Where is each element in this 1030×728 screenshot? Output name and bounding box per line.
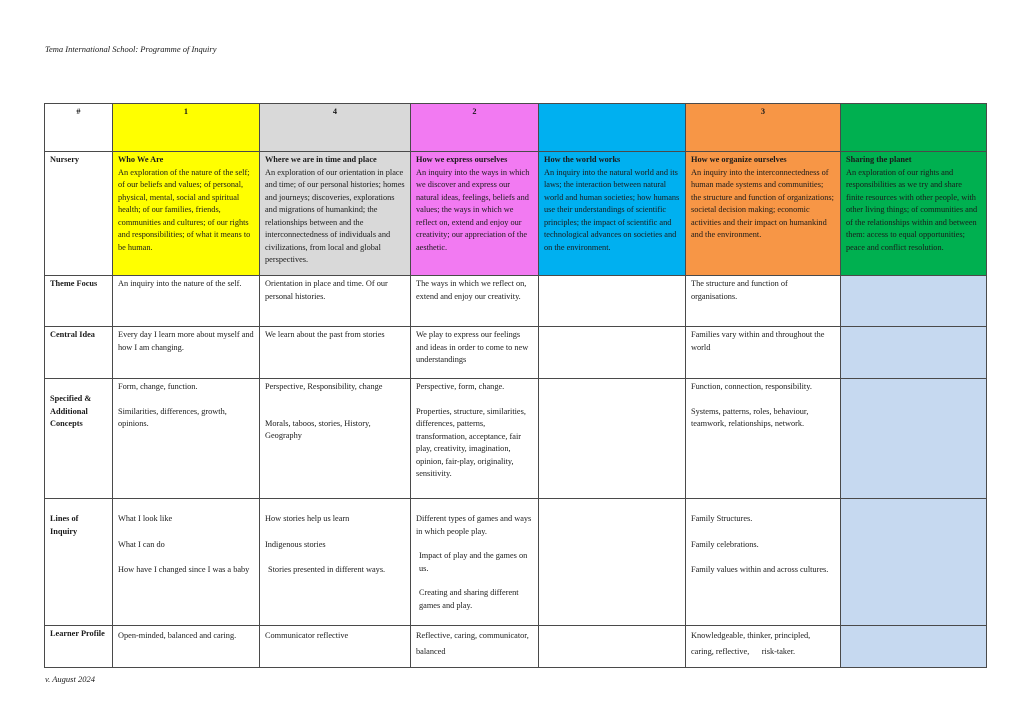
line-of-inquiry: What I can do	[118, 539, 165, 549]
col-number-1: 1	[113, 104, 260, 152]
theme-description: An inquiry into the interconnectedness of human made systems and communities; the structure and function of organizations; societal decision making; economic activities and their impact on humankind and the environment.	[691, 167, 834, 239]
concepts-key: Form, change, function.	[118, 382, 198, 391]
programme-of-inquiry-table	[44, 103, 987, 668]
lines-cell	[411, 499, 539, 626]
concepts-cell	[113, 379, 260, 499]
theme-description: An exploration of our orientation in place and time; of our personal histories; homes and journeys; discoveries, explorations and migrations of humankind; the relationships between and the interconnectedness of individuals and civilizations, from local and global perspectives.	[265, 167, 405, 264]
lines-cell-empty	[539, 499, 686, 626]
empty-cell	[841, 327, 987, 379]
theme-focus-cell: The structure and function of organisations.	[686, 276, 841, 327]
document-header: Tema International School: Programme of Inquiry	[45, 44, 217, 54]
concepts-cell	[411, 379, 539, 499]
empty-cell	[841, 626, 987, 668]
theme-sharing-planet	[841, 152, 987, 276]
profile-cell: Communicator reflective	[260, 626, 411, 668]
row-label-lines: Lines of Inquiry	[45, 499, 113, 626]
theme-title: Sharing the planet	[846, 155, 912, 164]
lines-cell	[686, 499, 841, 626]
col-number-4: 4	[260, 104, 411, 152]
row-label-central-idea: Central Idea	[45, 327, 113, 379]
central-idea-cell: Every day I learn more about myself and how I am changing.	[113, 327, 260, 379]
concepts-key: Function, connection, responsibility.	[691, 382, 812, 391]
line-of-inquiry: How have I changed since I was a baby	[118, 565, 250, 574]
line-of-inquiry: Impact of play and the games on us.	[419, 551, 528, 573]
theme-title: Who We Are	[118, 155, 164, 164]
lines-cell	[113, 499, 260, 626]
line-of-inquiry: Indigenous stories	[265, 539, 326, 549]
concepts-key: Perspective, Responsibility, change	[265, 382, 383, 391]
col-number-2: 2	[411, 104, 539, 152]
theme-description: An inquiry into the ways in which we discover and express our natural ideas, feelings, beliefs and values; the ways in which we reflect on, extend and enjoy our creativity; our appreciation of the aesthetic.	[416, 167, 530, 252]
row-label-theme-focus: Theme Focus	[45, 276, 113, 327]
central-idea-cell: We play to express our feelings and ideas in order to come to new understandings	[411, 327, 539, 379]
theme-title: How the world works	[544, 155, 621, 164]
concepts-related: Systems, patterns, roles, behaviour, teamwork, relationships, network.	[691, 406, 809, 428]
theme-title: How we organize ourselves	[691, 155, 787, 164]
theme-focus-cell: Orientation in place and time. Of our personal histories.	[260, 276, 411, 327]
row-label-concepts: Specified & Additional Concepts	[45, 379, 113, 499]
nursery-row	[45, 152, 987, 276]
theme-how-world-works	[539, 152, 686, 276]
concepts-cell	[686, 379, 841, 499]
theme-who-we-are	[113, 152, 260, 276]
line-of-inquiry: Family values within and across cultures.	[691, 565, 829, 574]
theme-focus-cell: An inquiry into the nature of the self.	[113, 276, 260, 327]
theme-focus-cell: The ways in which we reflect on, extend and enjoy our creativity.	[411, 276, 539, 327]
profile-cell	[539, 626, 686, 668]
line-of-inquiry: Creating and sharing different games and play.	[419, 588, 519, 610]
central-idea-row	[45, 327, 987, 379]
line-of-inquiry: Stories presented in different ways.	[268, 565, 386, 574]
theme-where-we-are	[260, 152, 411, 276]
theme-description: An exploration of our rights and responsibilities as we try and share finite resources with other people, with other living things; of communities and of the relationships within and between them: access to equal opportunities; peace and conflict resolution.	[846, 167, 978, 252]
lines-cell	[260, 499, 411, 626]
central-idea-cell	[539, 327, 686, 379]
empty-cell	[841, 499, 987, 626]
learner-profile-row	[45, 626, 987, 668]
theme-how-we-organize	[686, 152, 841, 276]
theme-title: How we express ourselves	[416, 155, 508, 164]
empty-cell	[841, 379, 987, 499]
concepts-key: Perspective, form, change.	[416, 382, 505, 391]
central-idea-cell: We learn about the past from stories	[260, 327, 411, 379]
profile-cell: Open-minded, balanced and caring.	[113, 626, 260, 668]
theme-title: Where we are in time and place	[265, 155, 377, 164]
concepts-related: Morals, taboos, stories, History, Geography	[265, 418, 371, 440]
row-label-learner-profile: Learner Profile	[45, 626, 113, 668]
corner-cell: #	[45, 104, 113, 152]
profile-cell: Knowledgeable, thinker, principled, caring, reflective, risk-taker.	[686, 626, 841, 668]
line-of-inquiry: Family celebrations.	[691, 539, 759, 549]
theme-how-we-express	[411, 152, 539, 276]
concepts-related: Similarities, differences, growth, opinions.	[118, 406, 227, 428]
concepts-cell	[260, 379, 411, 499]
concepts-row	[45, 379, 987, 499]
line-of-inquiry: Different types of games and ways in which people play.	[416, 514, 532, 536]
line-of-inquiry: How stories help us learn	[265, 514, 350, 523]
profile-cell: Reflective, caring, communicator, balanced	[411, 626, 539, 668]
document-footer: v. August 2024	[45, 674, 95, 684]
theme-description: An inquiry into the natural world and its laws; the interaction between natural world and human societies; how humans use their understandings of scientific principles; the impact of scientific and technological advances on societies and on the environment.	[544, 167, 680, 252]
concepts-cell-empty	[539, 379, 686, 499]
line-of-inquiry: Family Structures.	[691, 514, 753, 523]
col-number-3: 3	[686, 104, 841, 152]
theme-focus-cell	[539, 276, 686, 327]
col-number-blank-a	[539, 104, 686, 152]
theme-focus-row	[45, 276, 987, 327]
central-idea-cell: Families vary within and throughout the world	[686, 327, 841, 379]
theme-description: An exploration of the nature of the self; of our beliefs and values; of personal, physical, mental, social and spiritual health; of our families, friends, communities and cultures; of our rights and responsibilities; of what it means to be human.	[118, 167, 251, 252]
lines-of-inquiry-row	[45, 499, 987, 626]
row-label-nursery: Nursery	[45, 152, 113, 276]
header-row	[45, 104, 987, 152]
col-number-blank-b	[841, 104, 987, 152]
line-of-inquiry: What I look like	[118, 514, 173, 523]
concepts-related: Properties, structure, similarities, differences, patterns, transformation, acceptance, fair play, creativity, imagination, opinion, fair-play, originality, sensitivity.	[416, 406, 526, 478]
empty-cell	[841, 276, 987, 327]
